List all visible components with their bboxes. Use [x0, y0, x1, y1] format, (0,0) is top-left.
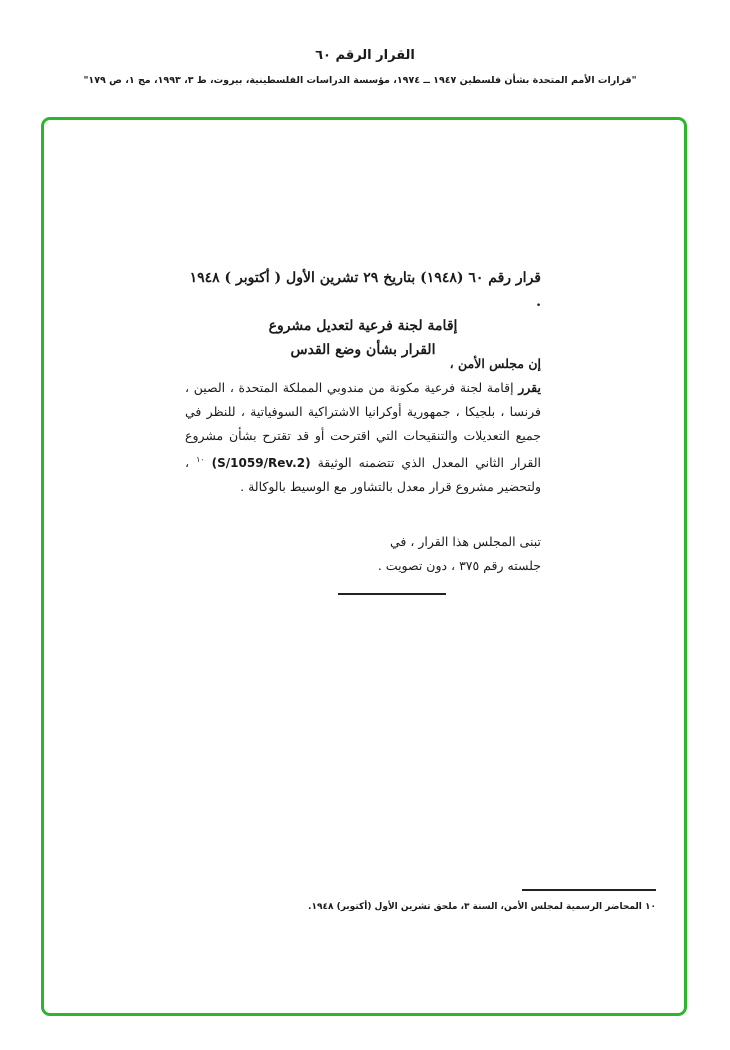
resolution-body: [185, 352, 541, 499]
footnote-divider: [522, 889, 656, 891]
adoption-note: [185, 530, 541, 578]
footnote-text: ١٠ المحاضر الرسمية لمجلس الأمن، السنة ٣، ملحق تشرين الأول (أكتوبر) ١٩٤٨.: [308, 902, 656, 912]
document-code: (S/1059/Rev.2): [211, 456, 311, 471]
resolution-heading: قرار رقم ٦٠ (١٩٤٨) بتاريخ ٢٩ تشرين الأول ( أكتوبر ) ١٩٤٨ .: [189, 270, 541, 310]
adoption-line1: تبنى المجلس هذا القرار ، في: [389, 534, 541, 549]
page-title: القرار الرقم ٦٠: [315, 48, 415, 63]
resolution-subtitle-line2: القرار بشأن وضع القدس: [290, 342, 436, 358]
operative-paragraph: [185, 376, 541, 499]
end-divider: [338, 593, 446, 595]
decides-word: يقرر: [518, 380, 541, 395]
resolution-subtitle-line1: إقامة لجنة فرعية لتعديل مشروع: [268, 318, 458, 334]
operative-text-part2: ، ولتحضير مشروع قرار معدل بالتشاور مع الوسيط بالوكالة .: [185, 455, 541, 495]
source-citation: "قرارات الأمم المتحدة بشأن فلسطين ١٩٤٧ ــ ١٩٧٤، مؤسسة الدراسات الفلسطينية، بيروت، ط ٣، ١٩٩٣، مج ١، ص ١٧٩": [83, 75, 637, 86]
operative-text-part1: إقامة لجنة فرعية مكونة من مندوبي المملكة المتحدة ، الصين ، فرنسا ، بلجيكا ، جمهورية أوكرانيا الاشتراكية السوفياتية ، للنظر في جميع التعديلات والتنقيحات التي اقترحت أو قد تقترح بشأن مشروع القرار الثاني المعدل الذي تتضمنه الوثيقة: [185, 380, 541, 471]
preamble: إن مجلس الأمن ،: [449, 356, 541, 371]
footnote-marker: ١٠: [196, 455, 205, 464]
resolution-header: [185, 266, 541, 362]
adoption-line2: جلسته رقم ٣٧٥ ، دون تصويت .: [377, 558, 541, 573]
